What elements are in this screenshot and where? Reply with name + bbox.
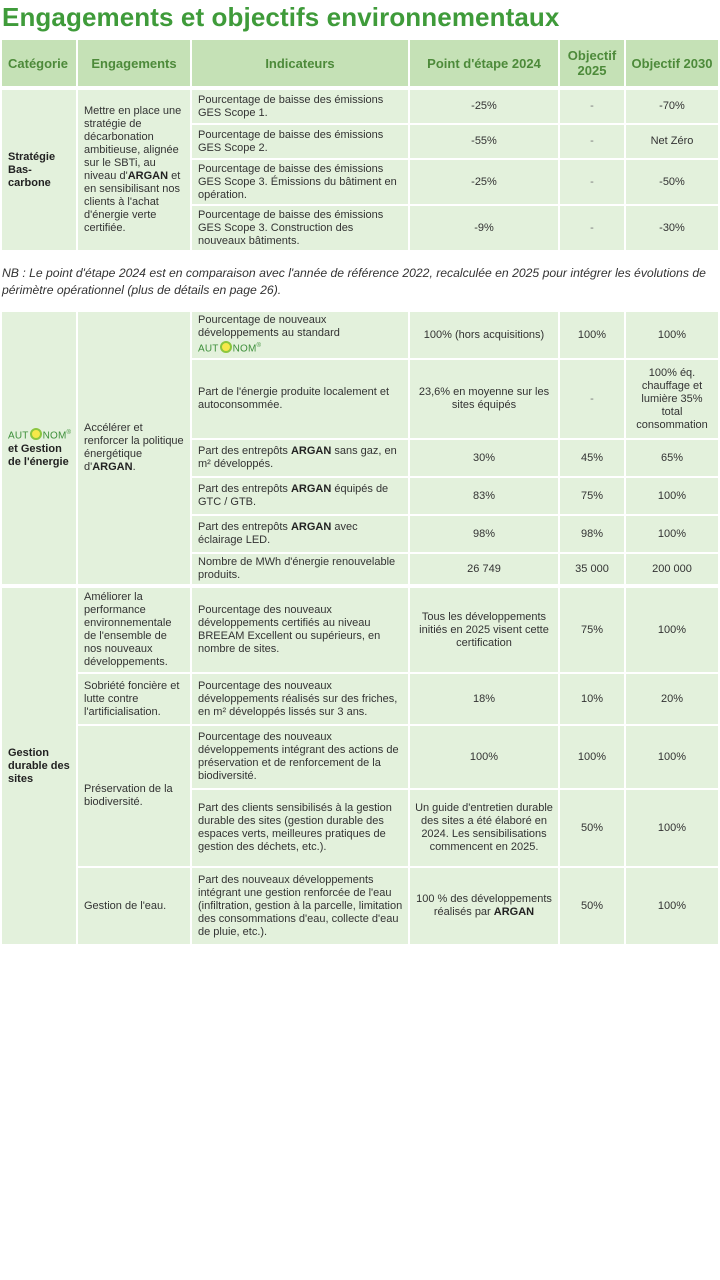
header-engagements: Engagements (78, 40, 190, 86)
header-indicateurs: Indicateurs (192, 40, 408, 86)
table-bas-carbone (0, 38, 720, 252)
value-2024: Un guide d'entretien durable des sites a été élaboré en 2024. Les sensibilisations commencent en 2025. (410, 790, 558, 866)
indicator-cell: Part des entrepôts ARGAN avec éclairage LED. (192, 516, 408, 552)
autonom-circle-icon (30, 428, 42, 440)
indicator-cell: Nombre de MWh d'énergie renouvelable produits. (192, 554, 408, 584)
value-2030: Net Zéro (626, 125, 718, 158)
value-2030: 100% (626, 790, 718, 866)
value-2024: -55% (410, 125, 558, 158)
value-2024: 98% (410, 516, 558, 552)
header-etape-2024: Point d'étape 2024 (410, 40, 558, 86)
value-2024: 100 % des développements réalisés par ARGAN (410, 868, 558, 944)
value-2030: 100% éq. chauffage et lumière 35% total consommation (626, 360, 718, 438)
autonom-logo: AUT NOM® (198, 340, 261, 355)
value-2024: 30% (410, 440, 558, 476)
value-2025: 50% (560, 868, 624, 944)
value-2030: 200 000 (626, 554, 718, 584)
engagement-performance: Améliorer la performance environnementale de l'ensemble de nos nouveaux développements. (78, 588, 190, 672)
value-2030: 65% (626, 440, 718, 476)
autonom-circle-icon (220, 341, 232, 353)
category-bas-carbone: Stratégie Bas-carbone (2, 90, 76, 250)
value-2025: 10% (560, 674, 624, 724)
value-2025: 45% (560, 440, 624, 476)
indicator-cell: Pourcentage des nouveaux développements réalisés sur des friches, en m² développés lissés sur 3 ans. (192, 674, 408, 724)
indicator-cell: Pourcentage de baisse des émissions GES Scope 1. (192, 90, 408, 123)
brand-argan: ARGAN (493, 906, 535, 918)
value-2024: -25% (410, 90, 558, 123)
brand-argan: ARGAN (290, 521, 332, 533)
value-2025: 35 000 (560, 554, 624, 584)
value-2030: 20% (626, 674, 718, 724)
indicator-cell: Pourcentage de baisse des émissions GES Scope 3. Émissions du bâtiment en opération. (192, 160, 408, 204)
engagement-biodiversite: Préservation de la biodiversité. (78, 726, 190, 866)
indicator-cell: Pourcentage des nouveaux développements certifiés au niveau BREEAM Excellent ou supérieurs, en nombre de sites. (192, 588, 408, 672)
brand-argan: ARGAN (290, 483, 332, 495)
value-2024: -25% (410, 160, 558, 204)
table-row (2, 726, 718, 788)
brand-argan: ARGAN (92, 461, 133, 473)
category-gestion-durable: Gestion durable des sites (2, 588, 76, 944)
value-2025: - (560, 360, 624, 438)
indicator-cell: Part des clients sensibilisés à la gestion durable des sites (gestion durable des espaces verts, meilleures pratiques de gestion des déchets, etc.). (192, 790, 408, 866)
value-2030: 100% (626, 868, 718, 944)
page-title: Engagements et objectifs environnementaux (2, 2, 560, 32)
brand-argan: ARGAN (127, 170, 169, 182)
table-row (2, 674, 718, 724)
indicator-cell: Part de l'énergie produite localement et autoconsommée. (192, 360, 408, 438)
value-2025: 75% (560, 588, 624, 672)
table-row (2, 588, 718, 672)
value-2030: -30% (626, 206, 718, 250)
indicator-cell: Pourcentage des nouveaux développements intégrant des actions de préservation et de renforcement de la biodiversité. (192, 726, 408, 788)
table-header (2, 40, 718, 86)
table-energie-sites (0, 310, 720, 946)
value-2024: 18% (410, 674, 558, 724)
value-2030: 100% (626, 726, 718, 788)
indicator-cell: Part des entrepôts ARGAN équipés de GTC / GTB. (192, 478, 408, 514)
header-categorie: Catégorie (2, 40, 76, 86)
value-2024: 83% (410, 478, 558, 514)
value-2025: - (560, 125, 624, 158)
value-2030: -70% (626, 90, 718, 123)
value-2025: - (560, 90, 624, 123)
engagement-eau: Gestion de l'eau. (78, 868, 190, 944)
table-row (2, 868, 718, 944)
value-2030: 100% (626, 478, 718, 514)
value-2024: Tous les développements initiés en 2025 visent cette certification (410, 588, 558, 672)
footnote: NB : Le point d'étape 2024 est en comparaison avec l'année de référence 2022, recalculée en 2025 pour intégrer les évolutions de périmètre opérationnel (plus de détails en page 26). (2, 266, 706, 297)
value-2025: 75% (560, 478, 624, 514)
value-2024: 23,6% en moyenne sur les sites équipés (410, 360, 558, 438)
table-row (2, 312, 718, 358)
engagement-energie: Accélérer et renforcer la politique énergétique d'ARGAN. (78, 312, 190, 584)
value-2024: 100% (hors acquisitions) (410, 312, 558, 358)
value-2024: 26 749 (410, 554, 558, 584)
value-2024: -9% (410, 206, 558, 250)
header-objectif-2025: Objectif 2025 (560, 40, 624, 86)
value-2030: 100% (626, 516, 718, 552)
header-objectif-2030: Objectif 2030 (626, 40, 718, 86)
value-2024: 100% (410, 726, 558, 788)
value-2025: 98% (560, 516, 624, 552)
brand-argan: ARGAN (290, 445, 332, 457)
value-2025: - (560, 206, 624, 250)
value-2030: 100% (626, 312, 718, 358)
engagement-sobriete: Sobriété foncière et lutte contre l'artificialisation. (78, 674, 190, 724)
table-row (2, 90, 718, 123)
indicator-cell: Part des nouveaux développements intégrant une gestion renforcée de l'eau (infiltration, gestion à la parcelle, limitation des consommations d'eau, collecte d'eau de pluie, etc.). (192, 868, 408, 944)
category-autonom-energie: AUT NOM® et Gestion de l'énergie (2, 312, 76, 584)
indicator-cell: Pourcentage de baisse des émissions GES Scope 2. (192, 125, 408, 158)
value-2025: - (560, 160, 624, 204)
value-2025: 50% (560, 790, 624, 866)
indicator-cell: Pourcentage de nouveaux développements au standard AUT NOM® (192, 312, 408, 358)
value-2025: 100% (560, 312, 624, 358)
indicator-cell: Pourcentage de baisse des émissions GES Scope 3. Construction des nouveaux bâtiments. (192, 206, 408, 250)
engagement-decarbonation: Mettre en place une stratégie de décarbonation ambitieuse, alignée sur le SBTi, au niveau d'ARGAN et en sensibilisant nos clients à l'achat d'énergie verte certifiée. (78, 90, 190, 250)
value-2025: 100% (560, 726, 624, 788)
autonom-logo: AUT NOM® (8, 427, 71, 442)
value-2030: -50% (626, 160, 718, 204)
indicator-cell: Part des entrepôts ARGAN sans gaz, en m² développés. (192, 440, 408, 476)
value-2030: 100% (626, 588, 718, 672)
